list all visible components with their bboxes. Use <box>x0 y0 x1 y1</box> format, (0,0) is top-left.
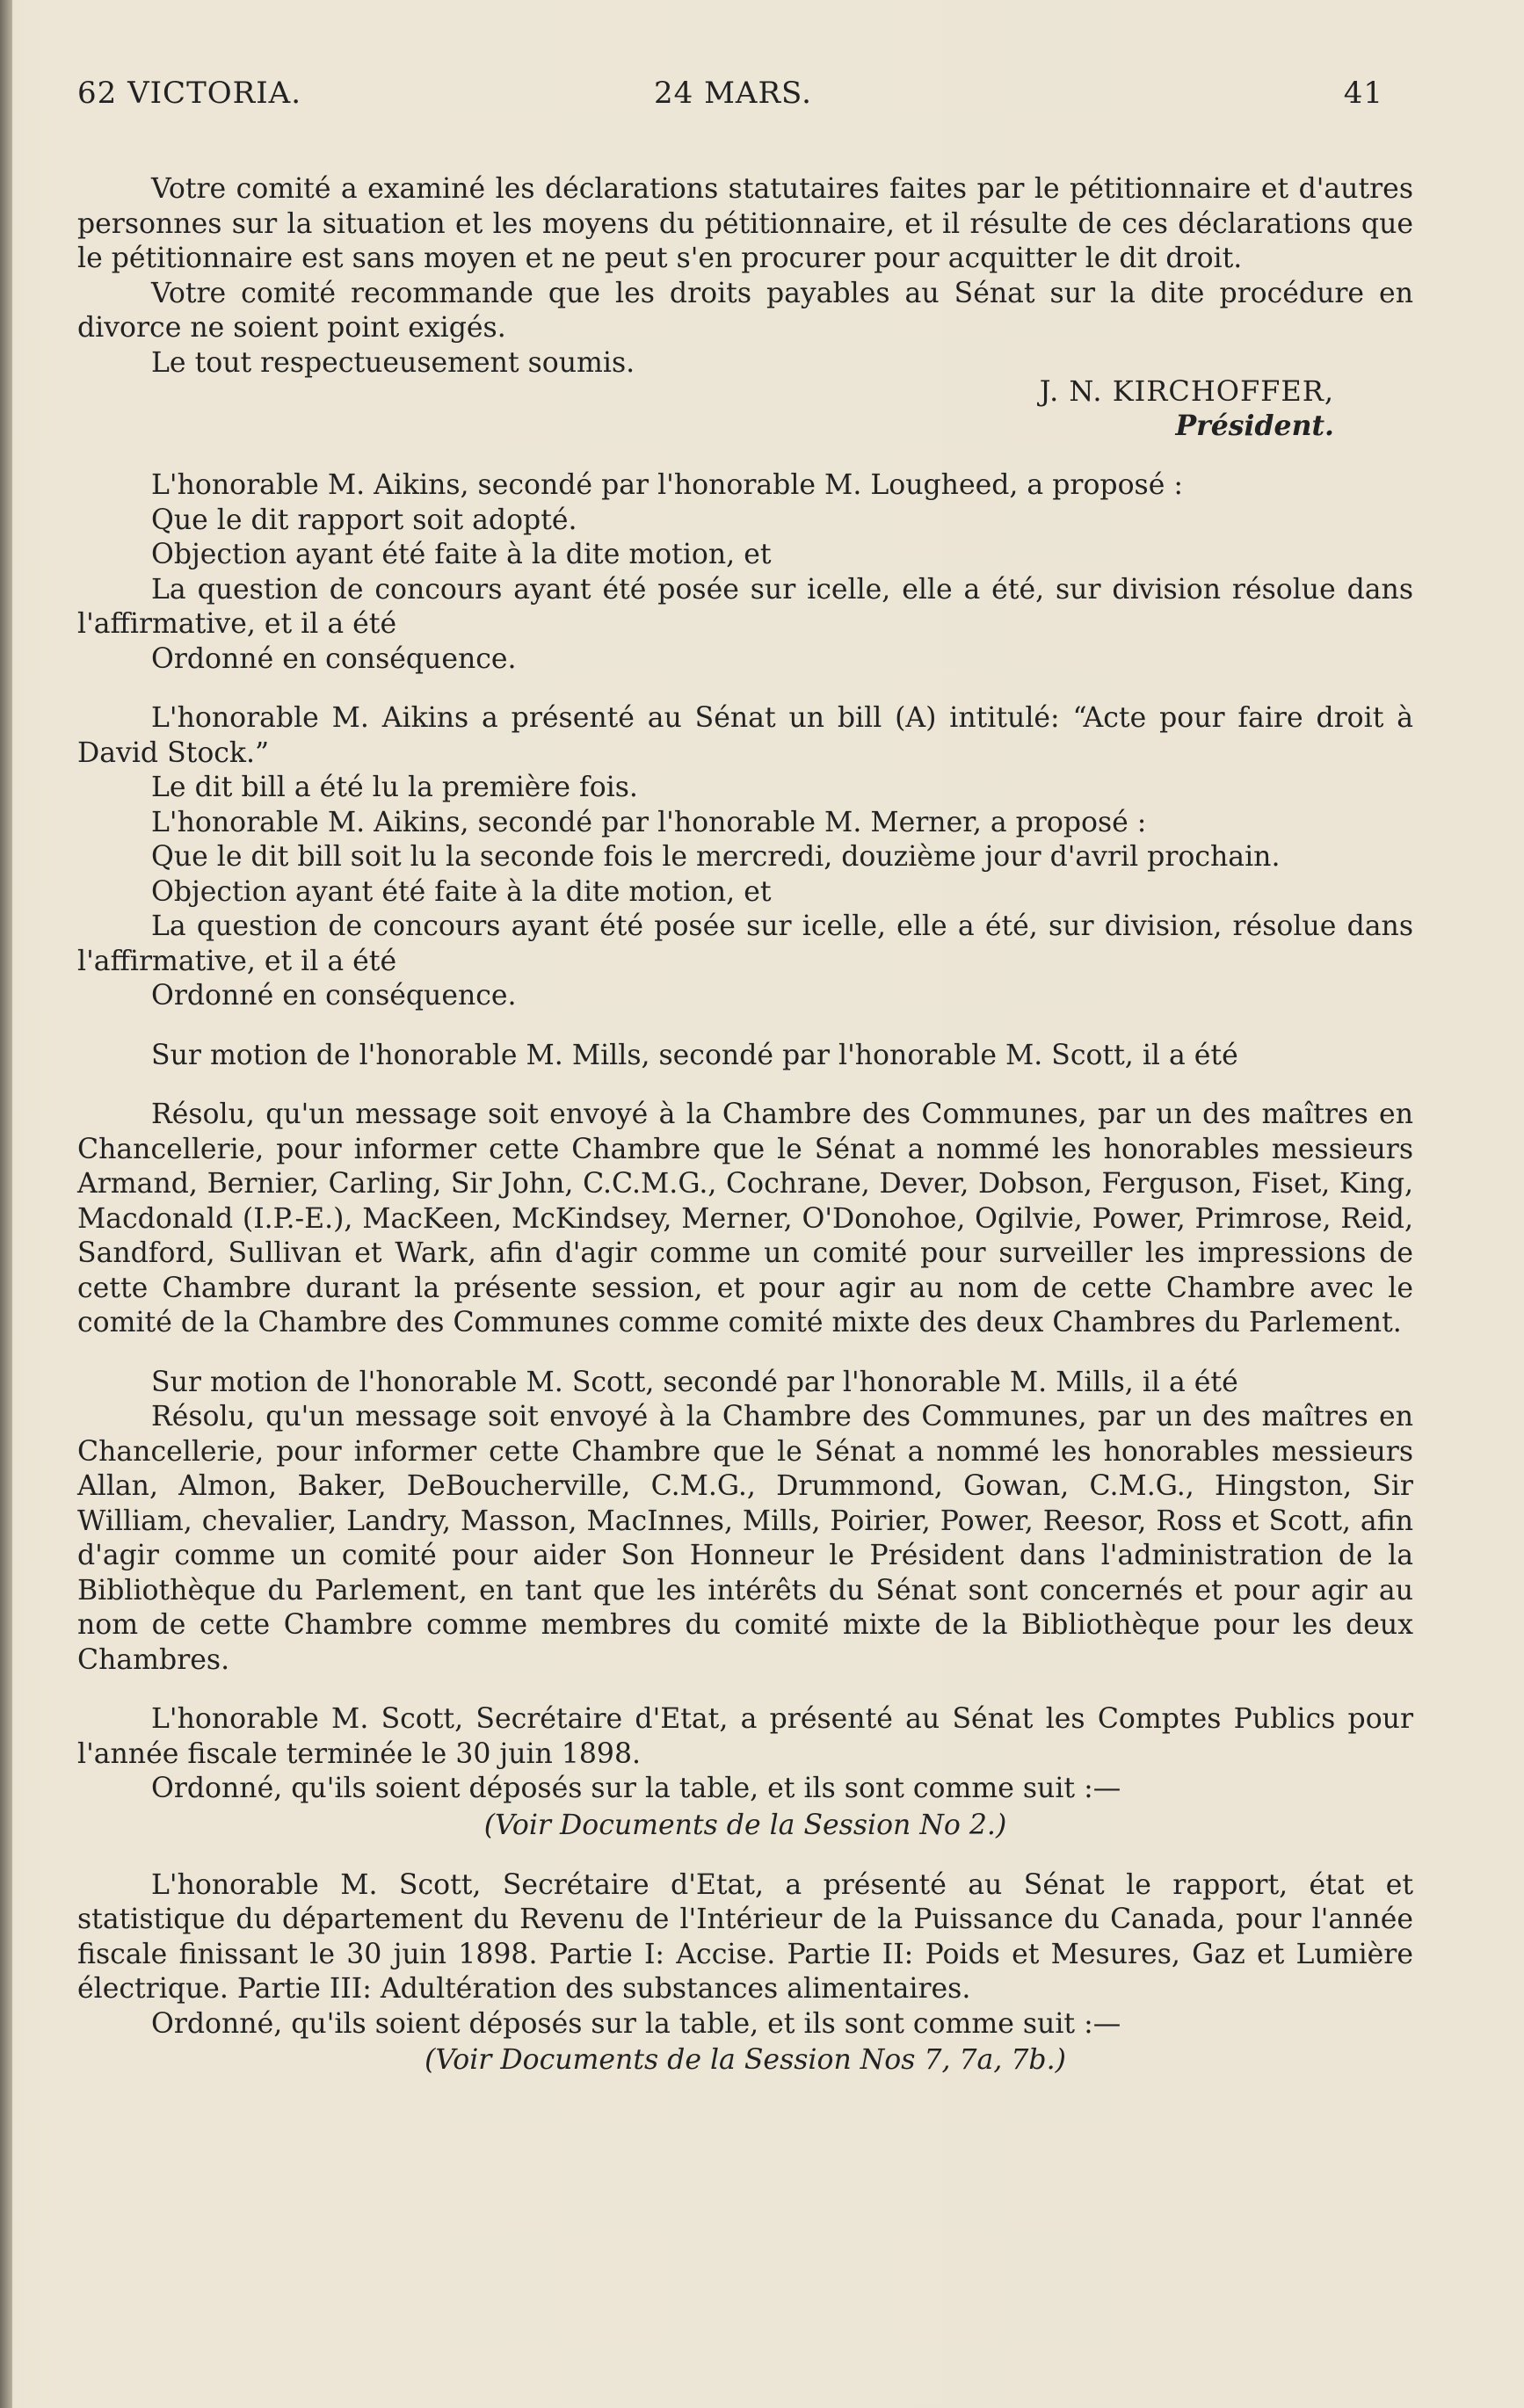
paragraph: Que le dit rapport soit adopté. <box>151 504 577 536</box>
document-reference: (Voir Documents de la Session No 2.) <box>483 1809 1007 1841</box>
paragraph: L'honorable M. Aikins, secondé par l'honorable M. Merner, a proposé : <box>151 806 1147 838</box>
paragraph: Que le dit bill soit lu la seconde fois le mercredi, douzième jour d'avril prochain. <box>151 841 1281 873</box>
paragraph: Ordonné en conséquence. <box>151 642 517 675</box>
paragraph: Objection ayant été faite à la dite motion, et <box>151 539 772 570</box>
paragraph: Le dit bill a été lu la première fois. <box>151 772 638 803</box>
paragraph: L'honorable M. Scott, Secrétaire d'Etat, a présenté au Sénat les Comptes Publics pour l'année fiscale terminée le 30 juin 1898. <box>77 1703 1413 1770</box>
document-reference: (Voir Documents de la Session Nos 7, 7a, 7b.) <box>425 2044 1066 2076</box>
paragraph: Résolu, qu'un message soit envoyé à la Chambre des Communes, par un des maîtres en Chancellerie, pour informer cette Chambre que le Sénat a nommé les honorables messieurs Armand, Bernier, Carling, Sir John, C.C.M.G., Cochrane, Dever, Dobson, Ferguson, Fiset, King, Macdonald (I.P.-E.), MacKeen, McKindsey, Merner, O'Donohoe, Ogilvie, Power, Primrose, Reid, Sandford, Sullivan et Wark, afin d'agir comme un comité pour surveiller les impressions de cette Chambre durant la présente session, et pour agir au nom de cette Chambre avec le comité de la Chambre des Communes comme comité mixte des deux Chambres du Parlement. <box>77 1099 1413 1338</box>
paragraph: L'honorable M. Scott, Secrétaire d'Etat, a présenté au Sénat le rapport, état et statistique du département du Revenu de l'Intérieur de la Puissance du Canada, pour l'année fiscale finissant le 30 juin 1898. Partie I: Accise. Partie II: Poids et Mesures, Gaz et Lumière électrique. Partie III: Adultération des substances alimentaires. <box>77 1868 1413 2005</box>
header-session: 62 VICTORIA. <box>77 76 302 111</box>
paragraph: Sur motion de l'honorable M. Mills, secondé par l'honorable M. Scott, il a été <box>151 1039 1238 1071</box>
paragraph: La question de concours ayant été posée sur icelle, elle a été, sur division résolue dans l'affirmative, et il a été <box>77 573 1413 640</box>
paragraph: L'honorable M. Aikins a présenté au Sénat un bill (A) intitulé: “Acte pour faire droit à David Stock.” <box>77 702 1413 769</box>
paragraph: Ordonné, qu'ils soient déposés sur la table, et ils sont comme suit :— <box>151 2007 1121 2040</box>
paragraph: Résolu, qu'un message soit envoyé à la Chambre des Communes, par un des maîtres en Chancellerie, pour informer cette Chambre que le Sénat a nommé les honorables messieurs Allan, Almon, Baker, DeBoucherville, C.M.G., Drummond, Gowan, C.M.G., Hingston, Sir William, chevalier, Landry, Masson, MacInnes, Mills, Poirier, Power, Reesor, Ross et Scott, afin d'agir comme un comité pour aider Son Honneur le Président dans l'administration de la Bibliothèque du Parlement, en tant que les intérêts du Sénat sont concernés et pour agir au nom de cette Chambre comme membres du comité mixte de la Bibliothèque pour les deux Chambres. <box>77 1401 1413 1676</box>
book-spine-edge <box>0 0 12 2408</box>
paragraph: Ordonné, qu'ils soient déposés sur la table, et ils sont comme suit :— <box>151 1773 1121 1804</box>
paragraph: La question de concours ayant été posée sur icelle, elle a été, sur division, résolue dans l'affirmative, et il a été <box>77 910 1413 977</box>
paragraph: Votre comité a examiné les déclarations statutaires faites par le pétitionnaire et d'autres personnes sur la situation et les moyens du pétitionnaire, et il résulte de ces déclarations que le pétitionnaire est sans moyen et ne peut s'en procurer pour acquitter le dit droit. <box>77 173 1413 274</box>
paragraph: Sur motion de l'honorable M. Scott, secondé par l'honorable M. Mills, il a été <box>151 1366 1238 1398</box>
paragraph: Le tout respectueusement soumis. <box>151 346 635 379</box>
page-number: 41 <box>1343 76 1383 111</box>
paragraph: Ordonné en conséquence. <box>151 980 517 1012</box>
paragraph: L'honorable M. Aikins, secondé par l'honorable M. Lougheed, a proposé : <box>151 469 1183 501</box>
header-date: 24 MARS. <box>654 76 812 111</box>
body-text <box>77 172 1413 2078</box>
signature-title: Président. <box>1175 410 1334 442</box>
signature-name: J. N. KIRCHOFFER, <box>1039 374 1334 408</box>
paragraph: Votre comité recommande que les droits payables au Sénat sur la dite procédure en divorce ne soient point exigés. <box>77 277 1413 344</box>
paragraph: Objection ayant été faite à la dite motion, et <box>151 875 772 908</box>
